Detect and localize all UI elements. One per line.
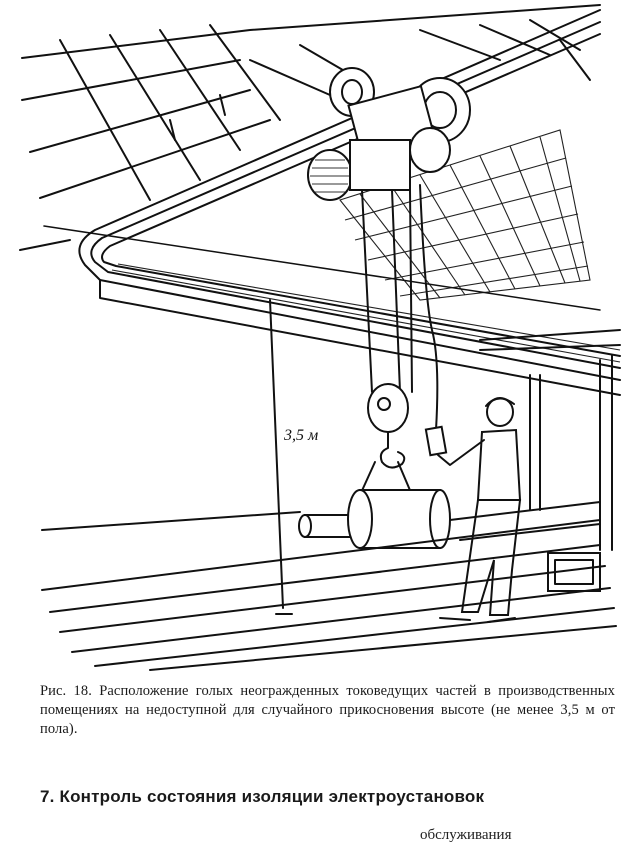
body-text-fragment: обслуживания <box>420 827 512 843</box>
height-label: 3,5 м <box>284 427 319 444</box>
body-text-partial <box>270 827 630 843</box>
suspended-load <box>299 490 450 548</box>
height-dimension <box>270 300 318 614</box>
back-wall <box>44 226 612 550</box>
hoist-trolley <box>308 68 470 200</box>
section-heading: 7. Контроль состояния изоляции электроустановок <box>40 787 485 806</box>
crane-runway-beam <box>20 10 620 395</box>
hook-block <box>360 384 412 495</box>
figure-caption: Рис. 18. Расположение голых неограждeнных токоведущих частей в производственных помещениях на недоступной для случайного прикосновения высоте (не менее 3,5 м от пола). <box>40 683 615 737</box>
